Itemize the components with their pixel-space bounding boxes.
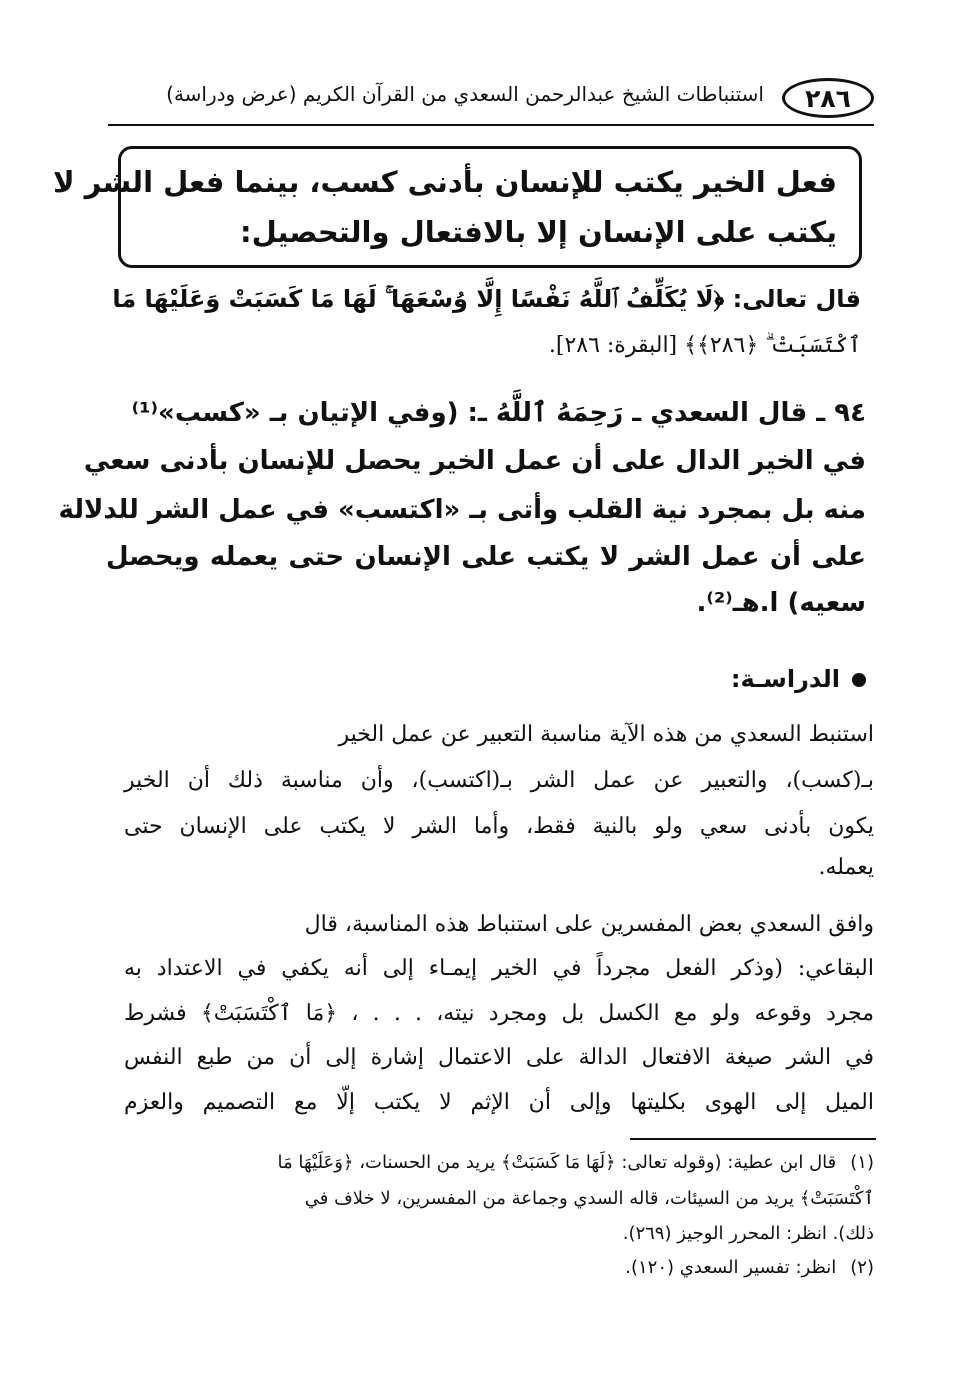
study-line-3: يكون بأدنى سعي ولو بالنية فقط، وأما الشر لا يكتب على الإنسان حتى bbox=[124, 814, 874, 839]
bullet-icon bbox=[852, 673, 866, 687]
study-line-5: وافق السعدي بعض المفسرين على استنباط هذه المناسبة، قال bbox=[304, 912, 874, 937]
footnote-1-number: (١) bbox=[850, 1152, 874, 1173]
section-heading-box bbox=[52, 146, 862, 268]
footnote-1-line-2: ٱكْتَسَبَتْ﴾ يريد من السيئات، قاله السدي وجماعة من المفسرين، لا خلاف في bbox=[304, 1188, 874, 1209]
footnote-rule bbox=[630, 1138, 876, 1140]
study-line-6: البقاعي: (وذكر الفعل مجرداً في الخير إيمـاء إلى أنه يكفي في الاعتداد به bbox=[124, 956, 874, 981]
study-line-1: استنبط السعدي من هذه الآية مناسبة التعبير عن عمل الخير bbox=[338, 722, 874, 747]
istinbat-line-5: سعيه) ا.هـ⁽²⁾. bbox=[696, 588, 866, 618]
verse-line-2: ٱكْتَسَبَتْ ۗ ﴿٢٨٦﴾﴾ [البقرة: ٢٨٦]. bbox=[548, 333, 861, 358]
study-line-7: مجرد وقوعه ولو مع الكسل بل ومجرد نيته، . . . ، ﴿مَا ٱكْتَسَبَتْ﴾ فشرط bbox=[124, 1001, 874, 1026]
istinbat-line-1: ٩٤ ـ قال السعدي ـ رَحِمَهُ ٱللَّهُ ـ: (وفي الإتيان بـ «كسب»⁽¹⁾ bbox=[131, 398, 866, 428]
footnote-2-text: انظر: تفسير السعدي (١٢٠). bbox=[625, 1257, 837, 1278]
istinbat-line-3: منه بل بمجرد نية القلب وأتى بـ «اكتسب» في عمل الشر للدلالة bbox=[58, 495, 866, 525]
study-line-8: في الشر صيغة الافتعال الدالة على الاعتمال إشارة إلى أن من طبع النفس bbox=[124, 1045, 874, 1070]
page-number-badge: ٢٨٦ bbox=[782, 78, 874, 118]
header-rule bbox=[108, 124, 874, 126]
study-title-text: الدراسـة: bbox=[730, 665, 840, 693]
page-header bbox=[108, 78, 874, 122]
heading-line-1: فعل الخير يكتب للإنسان بأدنى كسب، بينما فعل الشر لا bbox=[52, 165, 837, 199]
istinbat-line-4: على أن عمل الشر لا يكتب على الإنسان حتى يعمله ويحصل bbox=[106, 542, 866, 572]
heading-line-2: يكتب على الإنسان إلا بالافتعال والتحصيل: bbox=[240, 215, 837, 249]
study-title bbox=[731, 665, 866, 693]
study-line-4: يعمله. bbox=[818, 855, 874, 880]
footnote-2 bbox=[124, 1257, 874, 1278]
istinbat-line-2: في الخير الدال على أن عمل الخير يحصل للإنسان بأدنى سعي bbox=[83, 446, 866, 476]
running-title: استنباطات الشيخ عبدالرحمن السعدي من القرآن الكريم (عرض ودراسة) bbox=[166, 82, 764, 106]
study-line-9: الميل إلى الهوى بكليتها وإلى أن الإثم لا يكتب إلّا مع التصميم والعزم bbox=[124, 1090, 874, 1115]
footnote-1-line-1 bbox=[124, 1152, 874, 1173]
footnote-2-number: (٢) bbox=[850, 1257, 874, 1278]
verse-line-1: قال تعالى: ﴿لَا يُكَلِّفُ ٱللَّهُ نَفْسًا إِلَّا وُسْعَهَا ۚ لَهَا مَا كَسَبَتْ وَعَلَيْهَا مَا bbox=[112, 285, 861, 313]
footnote-1-line-3: ذلك). انظر: المحرر الوجيز (٢٦٩). bbox=[622, 1223, 874, 1244]
study-line-2: بـ(كسب)، والتعبير عن عمل الشر بـ(اكتسب)، وأن مناسبة ذلك أن الخير bbox=[124, 768, 874, 793]
footnote-1-text-1: قال ابن عطية: (وقوله تعالى: ﴿لَهَا مَا كَسَبَتْ﴾ يريد من الحسنات، ﴿وَعَلَيْهَا مَا bbox=[277, 1152, 837, 1173]
